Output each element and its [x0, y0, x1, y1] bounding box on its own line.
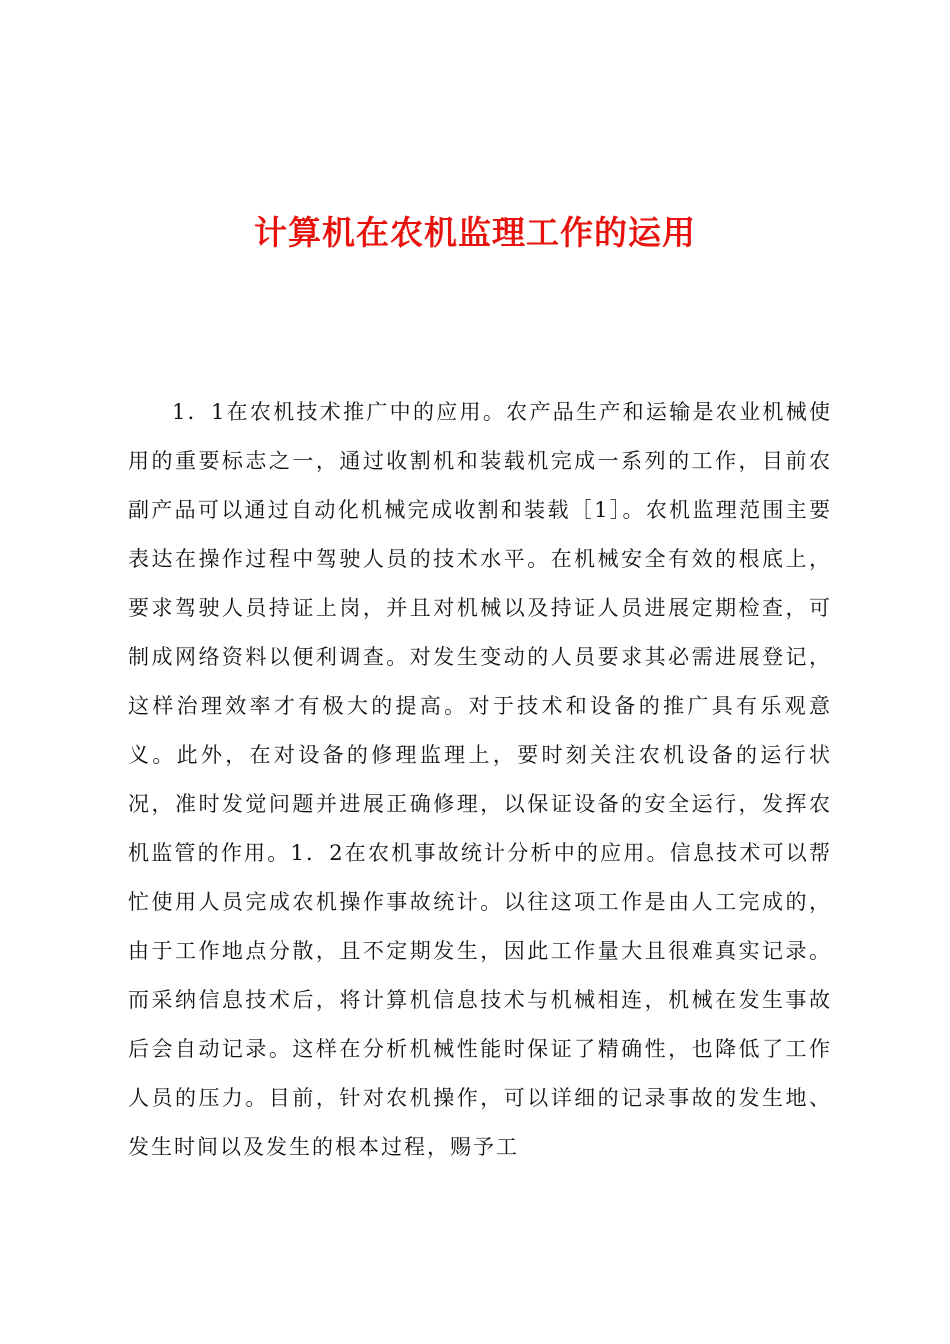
body-paragraph: 1．1在农机技术推广中的应用。农产品生产和运输是农业机械使用的重要标志之一，通过收割机和装载机完成一系列的工作，目前农副产品可以通过自动化机械完成收割和装载［1］。农机监理范围主要表达在操作过程中驾驶人员的技术水平。在机械安全有效的根底上，要求驾驶人员持证上岗，并且对机械以及持证人员进展定期检查，可制成网络资料以便利调查。对发生变动的人员要求其必需进展登记，这样治理效率才有极大的提高。对于技术和设备的推广具有乐观意义。此外，在对设备的修理监理上，要时刻关注农机设备的运行状况，准时发觉问题并进展正确修理，以保证设备的安全运行，发挥农机监管的作用。1．2在农机事故统计分析中的应用。信息技术可以帮忙使用人员完成农机操作事故统计。以往这项工作是由人工完成的，由于工作地点分散，且不定期发生，因此工作量大且很难真实记录。而采纳信息技术后，将计算机信息技术与机械相连，机械在发生事故后会自动记录。这样在分析机械性能时保证了精确性，也降低了工作人员的压力。目前，针对农机操作，可以详细的记录事故的发生地、发生时间以及发生的根本过程，赐予工	[128, 400, 832, 1159]
document-title: 计算机在农机监理工作的运用	[254, 213, 696, 252]
